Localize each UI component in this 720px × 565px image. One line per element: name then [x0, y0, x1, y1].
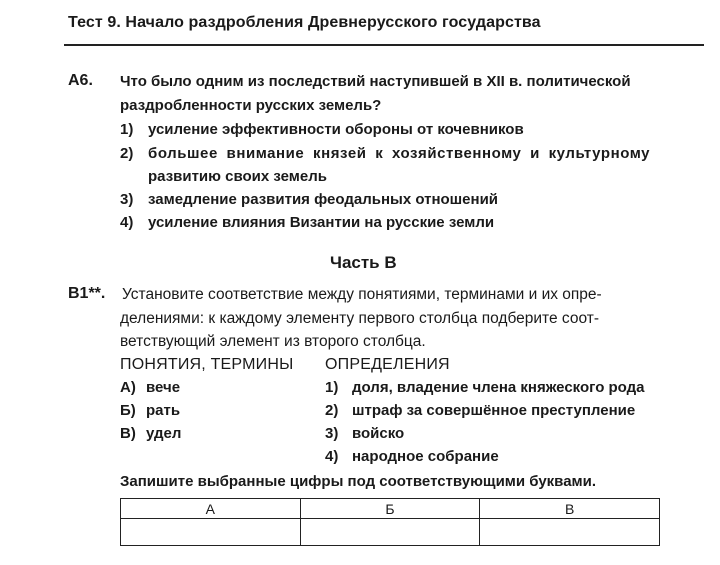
answer-instruction: Запишите выбранные цифры под соответствующими буквами.: [120, 473, 597, 490]
question-a6-text-line-2: раздробленности русских земель?: [120, 97, 382, 114]
question-b1-text-line-1: Установите соответствие между понятиями, терминами и их опре-: [122, 286, 602, 303]
answer-cell-b[interactable]: [300, 519, 480, 546]
answer-table-header-b: Б: [300, 499, 480, 519]
definition-1-number: 1): [325, 379, 339, 396]
definition-3-text: войско: [352, 425, 405, 442]
definition-2-number: 2): [325, 402, 339, 419]
term-v-text: удел: [146, 425, 182, 442]
definition-4-number: 4): [325, 448, 339, 465]
definitions-column-header: ОПРЕДЕЛЕНИЯ: [325, 356, 450, 373]
a6-option-2-text-line-1: большее внимание князей к хозяйственному и культурному: [148, 145, 651, 162]
answer-table: [120, 498, 660, 546]
term-a-letter: А): [120, 379, 136, 396]
term-b-text: рать: [146, 402, 181, 419]
a6-option-3-text: замедление развития феодальных отношений: [148, 191, 499, 208]
a6-option-1-text: усиление эффективности обороны от кочевников: [148, 121, 524, 138]
term-v-letter: В): [120, 425, 136, 442]
header-divider: [64, 44, 704, 46]
question-b1-number: В1**.: [68, 285, 106, 302]
definition-3-number: 3): [325, 425, 339, 442]
question-a6-text-line-1: Что было одним из последствий наступившей в XII в. политической: [120, 73, 631, 90]
definition-1-text: доля, владение члена княжеского рода: [352, 379, 645, 396]
a6-option-1-number: 1): [120, 121, 134, 138]
part-b-title: Часть В: [330, 253, 397, 272]
a6-option-4-text: усиление влияния Византии на русские земли: [148, 214, 495, 231]
page-title: Тест 9. Начало раздробления Древнерусского государства: [68, 14, 541, 31]
answer-table-header-a: А: [121, 499, 301, 519]
answer-cell-v[interactable]: [480, 519, 660, 546]
question-a6-number: А6.: [68, 72, 93, 89]
term-b-letter: Б): [120, 402, 136, 419]
question-b1-text-line-2: делениями: к каждому элементу первого столбца подберите соот-: [120, 310, 599, 327]
definition-2-text: штраф за совершённое преступление: [352, 402, 636, 419]
term-a-text: вече: [146, 379, 181, 396]
a6-option-2-text-line-2: развитию своих земель: [148, 168, 327, 185]
definition-4-text: народное собрание: [352, 448, 499, 465]
a6-option-2-number: 2): [120, 145, 134, 162]
a6-option-3-number: 3): [120, 191, 134, 208]
answer-table-header-v: В: [480, 499, 660, 519]
question-b1-text-line-3: ветствующий элемент из второго столбца.: [120, 333, 426, 350]
a6-option-4-number: 4): [120, 214, 134, 231]
answer-cell-a[interactable]: [121, 519, 301, 546]
terms-column-header: ПОНЯТИЯ, ТЕРМИНЫ: [120, 356, 294, 373]
